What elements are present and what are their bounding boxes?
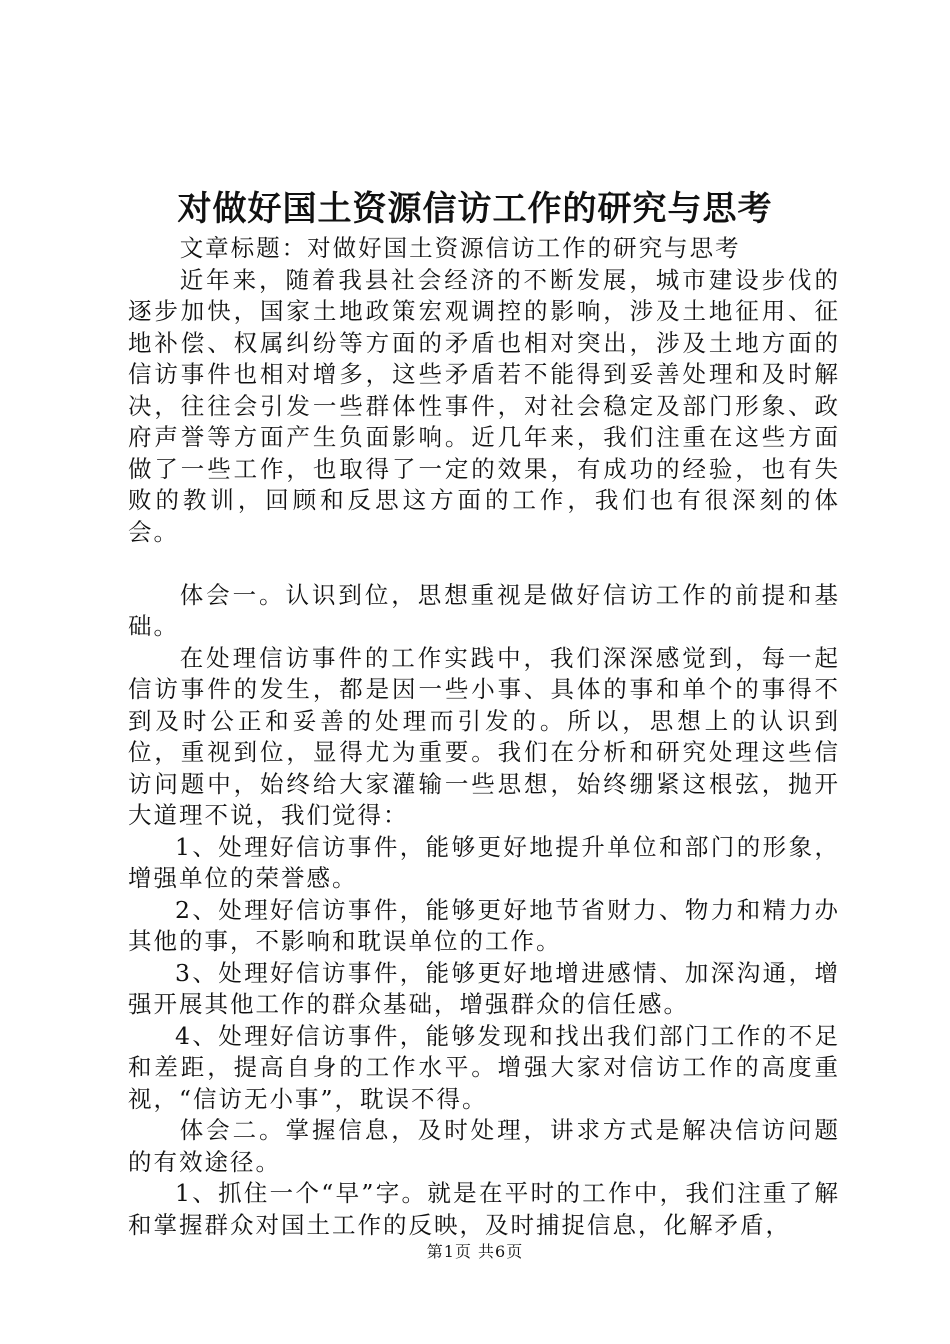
intro-paragraph: 近年来，随着我县社会经济的不断发展，城市建设步伐的逐步加快，国家土地政策宏观调控的影响，涉及土地征用、征地补偿、权属纠纷等方面的矛盾也相对突出，涉及土地方面的信访事件也相对增多，这些矛盾若不能得到妥善处理和及时解决，往往会引发一些群体性事件，对社会稳定及部门形象、政府声誉等方面产生负面影响。近几年来，我们注重在这些方面做了一些工作，也取得了一定的效果，有成功的经验，也有失败的教训，回顾和反思这方面的工作，我们也有很深刻的体会。 (128, 265, 840, 546)
blank-line (128, 548, 840, 580)
list-item-2: 2、处理好信访事件，能够更好地节省财力、物力和精力办其他的事，不影响和耽误单位的工作。 (128, 895, 840, 955)
list-item-3: 3、处理好信访事件，能够更好地增进感情、加深沟通，增强开展其他工作的群众基础，增强群众的信任感。 (128, 958, 840, 1018)
document-body (128, 233, 840, 1241)
list-item-4: 4、处理好信访事件，能够发现和找出我们部门工作的不足和差距，提高自身的工作水平。增强大家对信访工作的高度重视，“信访无小事”，耽误不得。 (128, 1021, 840, 1113)
section-1-paragraph: 在处理信访事件的工作实践中，我们深深感觉到，每一起信访事件的发生，都是因一些小事、具体的事和单个的事得不到及时公正和妥善的处理而引发的。所以，思想上的认识到位，重视到位，显得尤为重要。我们在分析和研究处理这些信访问题中，始终给大家灌输一些思想，始终绷紧这根弦，抛开大道理不说，我们觉得： (128, 643, 840, 829)
section-heading-2: 体会二。掌握信息，及时处理，讲求方式是解决信访问题的有效途径。 (128, 1116, 840, 1176)
article-title-line: 文章标题：对做好国土资源信访工作的研究与思考 (179, 234, 741, 262)
page-number-footer: 第1页 共6页 (426, 1242, 524, 1261)
document-title: 对做好国土资源信访工作的研究与思考 (177, 189, 773, 229)
section-2-item-1: 1、抓住一个“早”字。就是在平时的工作中，我们注重了解和掌握群众对国土工作的反映，及时捕捉信息，化解矛盾， (128, 1179, 840, 1239)
list-item-1: 1、处理好信访事件，能够更好地提升单位和部门的形象，增强单位的荣誉感。 (128, 832, 840, 892)
section-heading-1: 体会一。认识到位，思想重视是做好信访工作的前提和基础。 (128, 580, 840, 640)
